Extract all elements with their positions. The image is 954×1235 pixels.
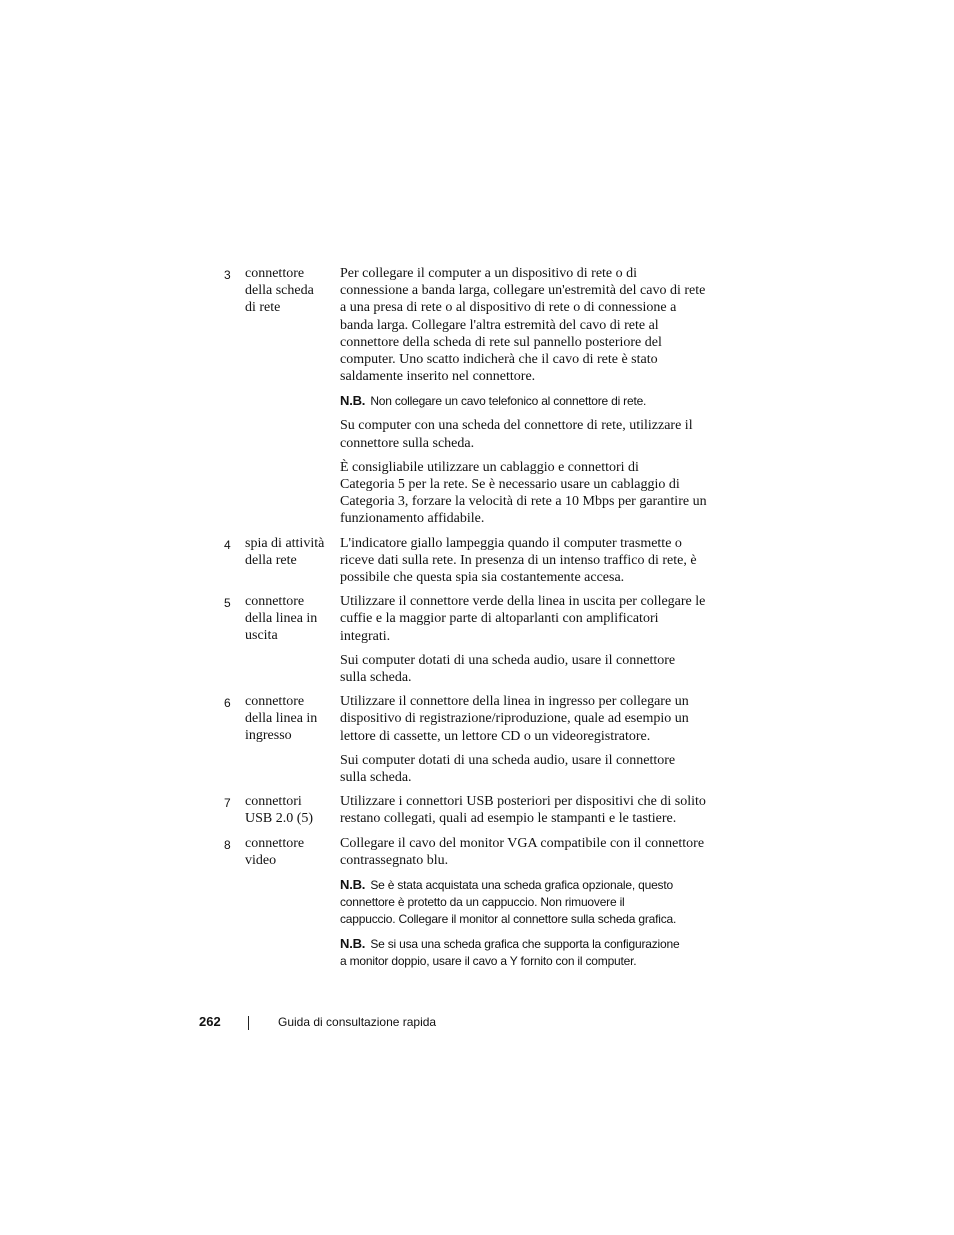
term-line: connettore <box>245 266 305 281</box>
table-row <box>224 593 714 693</box>
item-term <box>245 535 340 594</box>
term-line: della scheda <box>245 283 314 298</box>
text-line: a monitor doppio, usare il cavo a Y fornito con il computer. <box>340 954 637 969</box>
note-paragraph <box>340 392 714 410</box>
term-line: connettore <box>245 594 305 610</box>
description-paragraph <box>340 835 714 869</box>
term-line: video <box>245 852 277 868</box>
description-paragraph <box>340 265 714 385</box>
table-row <box>224 265 714 535</box>
item-description <box>340 693 714 793</box>
term-line: ingresso <box>245 728 292 744</box>
note-paragraph <box>340 876 714 928</box>
description-paragraph <box>340 752 714 786</box>
text-line: connessione a banda larga, collegare un'estremità del cavo di rete <box>340 283 706 299</box>
note-paragraph <box>340 935 714 970</box>
item-term <box>245 265 340 535</box>
note-label: N.B. <box>340 393 366 409</box>
text-line: Se si usa una scheda grafica che supporta la configurazione <box>370 937 680 952</box>
footer-title: Guida di consultazione rapida <box>278 1015 437 1029</box>
text-line: sulla scheda. <box>340 670 412 686</box>
description-paragraph <box>340 652 714 686</box>
text-line: connettore è protetto da un cappuccio. Non rimuovere il <box>340 895 625 910</box>
text-line: a una presa di rete o al dispositivo di rete o di connessione a <box>340 300 677 316</box>
text-line: Categoria 5 per la rete. Se è necessario usare un cablaggio di <box>340 477 680 493</box>
item-number: 7 <box>224 796 231 811</box>
footer-separator <box>248 1016 249 1030</box>
item-number: 4 <box>224 537 231 552</box>
table-row <box>224 693 714 793</box>
text-line: Per collegare il computer a un dispositivo di rete o di <box>340 266 638 281</box>
page-number: 262 <box>199 1014 221 1029</box>
description-paragraph <box>340 535 714 587</box>
description-paragraph <box>340 593 714 645</box>
note-label: N.B. <box>340 877 366 893</box>
item-number: 3 <box>224 268 231 282</box>
connector-table <box>224 265 714 977</box>
term-line: USB 2.0 (5) <box>245 811 314 827</box>
text-line: cappuccio. Collegare il monitor al connettore sulla scheda grafica. <box>340 912 677 927</box>
text-line: Utilizzare il connettore della linea in ingresso per collegare un <box>340 694 689 710</box>
text-line: connettore della scheda di rete sul pannello posteriore del <box>340 334 662 350</box>
item-description <box>340 793 714 834</box>
item-number: 6 <box>224 696 231 711</box>
term-line: connettori <box>245 794 302 810</box>
text-line: Su computer con una scheda del connettore di rete, utilizzare il <box>340 418 693 434</box>
term-line: connettore <box>245 835 305 851</box>
term-line: connettore <box>245 694 305 710</box>
text-line: computer. Uno scatto indicherà che il cavo di rete è stato <box>340 352 658 368</box>
text-line: Se è stata acquistata una scheda grafica opzionale, questo <box>370 878 673 893</box>
item-number: 5 <box>224 596 231 611</box>
term-line: della rete <box>245 552 297 568</box>
table-row <box>224 793 714 834</box>
item-term <box>245 793 340 834</box>
text-line: connettore sulla scheda. <box>340 435 475 451</box>
text-line: L'indicatore giallo lampeggia quando il computer trasmette o <box>340 535 682 551</box>
text-line: restano collegati, quali ad esempio le stampanti e le tastiere. <box>340 811 677 827</box>
term-line: di rete <box>245 300 281 315</box>
text-line: integrati. <box>340 628 391 644</box>
description-paragraph <box>340 793 714 827</box>
description-paragraph <box>340 417 714 451</box>
text-line: Utilizzare i connettori USB posteriori per dispositivi che di solito <box>340 794 706 810</box>
item-description <box>340 593 714 693</box>
text-line: saldamente inserito nel connettore. <box>340 369 536 385</box>
table-row <box>224 835 714 977</box>
text-line: Categoria 3, forzare la velocità di rete a 10 Mbps per garantire un <box>340 494 707 510</box>
item-description <box>340 835 714 977</box>
text-line: riceve dati sulla rete. In presenza di un intenso traffico di rete, è <box>340 552 697 568</box>
text-line: È consigliabile utilizzare un cablaggio e connettori di <box>340 459 639 475</box>
description-paragraph <box>340 459 714 528</box>
text-line: cuffie e la maggior parte di altoparlanti con amplificatori <box>340 611 659 627</box>
term-line: della linea in <box>245 611 318 627</box>
item-number: 8 <box>224 837 231 852</box>
text-line: Non collegare un cavo telefonico al connettore di rete. <box>370 394 647 409</box>
item-term <box>245 593 340 693</box>
text-line: possibile che questa spia sia costantemente accesa. <box>340 570 625 586</box>
text-line: Sui computer dotati di una scheda audio, usare il connettore <box>340 752 676 768</box>
item-description <box>340 265 714 535</box>
term-line: uscita <box>245 628 278 644</box>
text-line: Collegare il cavo del monitor VGA compatibile con il connettore <box>340 835 705 851</box>
item-description <box>340 535 714 594</box>
term-line: spia di attività <box>245 535 325 551</box>
item-term <box>245 835 340 977</box>
text-line: funzionamento affidabile. <box>340 511 485 527</box>
table-row <box>224 535 714 594</box>
text-line: sulla scheda. <box>340 770 412 786</box>
item-term <box>245 693 340 793</box>
note-label: N.B. <box>340 936 366 952</box>
text-line: Utilizzare il connettore verde della linea in uscita per collegare le <box>340 594 706 610</box>
text-line: Sui computer dotati di una scheda audio, usare il connettore <box>340 652 676 668</box>
text-line: dispositivo di registrazione/riproduzione, quale ad esempio un <box>340 711 689 727</box>
text-line: contrassegnato blu. <box>340 852 449 868</box>
term-line: della linea in <box>245 711 318 727</box>
text-line: lettore di cassette, un lettore CD o un videoregistratore. <box>340 728 651 744</box>
description-paragraph <box>340 693 714 745</box>
text-line: banda larga. Collegare l'altra estremità del cavo di rete al <box>340 317 659 333</box>
